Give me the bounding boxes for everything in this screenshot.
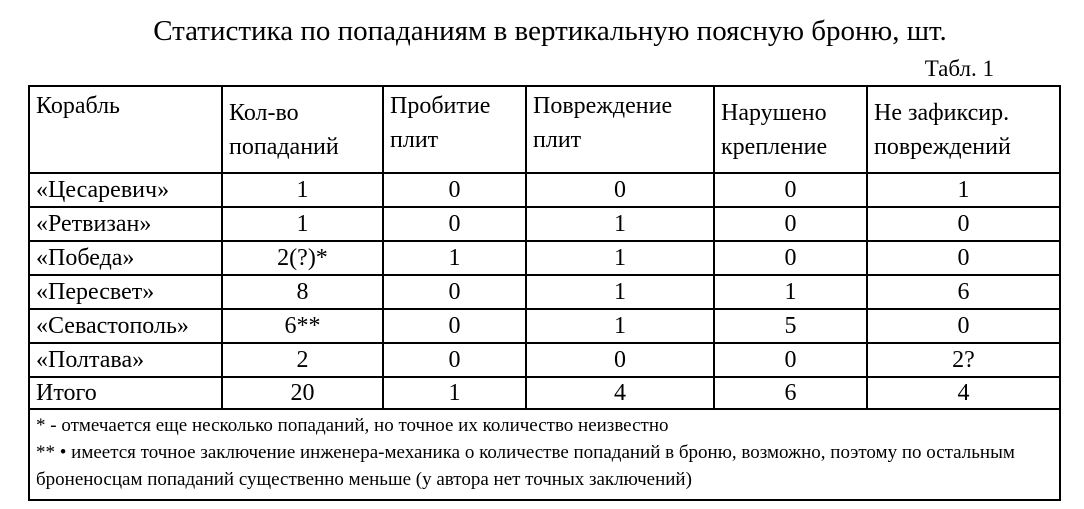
no-damage-cell: 0: [867, 207, 1060, 241]
no-damage-cell: 1: [867, 173, 1060, 207]
header-plate-damage-line1: Повреждение: [533, 93, 673, 119]
no-damage-cell: 2?: [867, 343, 1060, 377]
damage-cell: 1: [526, 241, 714, 275]
table-row: [29, 207, 1060, 241]
header-ship-label: Корабль: [36, 93, 120, 119]
header-ship: [29, 86, 222, 173]
header-plate-penetration-line1: Пробитие: [390, 93, 491, 119]
ship-name: «Ретвизан»: [29, 207, 222, 241]
penetration-cell: 0: [383, 207, 526, 241]
total-label: Итого: [29, 377, 222, 409]
ship-name: «Пересвет»: [29, 275, 222, 309]
hits-table: [28, 85, 1061, 501]
table-total-row: [29, 377, 1060, 409]
header-no-damage-line1: Не зафиксир.: [874, 100, 1010, 126]
page-title: Статистика по попаданиям в вертикальную поясную броню, шт.: [153, 15, 947, 47]
total-hits-cell: 20: [222, 377, 383, 409]
header-no-damage: [867, 86, 1060, 173]
header-plate-damage-line2: плит: [533, 127, 582, 153]
ship-name: «Полтава»: [29, 343, 222, 377]
hits-count-cell: 8: [222, 275, 383, 309]
table-notes-row: [29, 409, 1060, 500]
penetration-cell: 0: [383, 343, 526, 377]
table-row: [29, 309, 1060, 343]
table-row: [29, 275, 1060, 309]
total-damage-cell: 4: [526, 377, 714, 409]
damage-cell: 0: [526, 343, 714, 377]
header-plate-penetration: [383, 86, 526, 173]
header-no-damage-line2: повреждений: [874, 134, 1011, 160]
damage-cell: 1: [526, 207, 714, 241]
ship-name: «Севастополь»: [29, 309, 222, 343]
penetration-cell: 0: [383, 275, 526, 309]
penetration-cell: 0: [383, 309, 526, 343]
ship-name: «Победа»: [29, 241, 222, 275]
no-damage-cell: 0: [867, 309, 1060, 343]
header-hits-count-line1: Кол-во: [229, 100, 299, 126]
mount-cell: 0: [714, 241, 867, 275]
penetration-cell: 0: [383, 173, 526, 207]
footnote-1: * - отмечается еще несколько попаданий, но точное их количество неизвестно: [36, 415, 669, 436]
header-plate-penetration-line2: плит: [390, 127, 439, 153]
damage-cell: 1: [526, 275, 714, 309]
mount-cell: 0: [714, 343, 867, 377]
table-row: [29, 343, 1060, 377]
header-mount-broken: [714, 86, 867, 173]
hits-count-cell: 2: [222, 343, 383, 377]
hits-count-cell: 2(?)*: [222, 241, 383, 275]
damage-cell: 0: [526, 173, 714, 207]
header-mount-broken-line1: Нарушено: [721, 100, 827, 126]
header-hits-count: [222, 86, 383, 173]
no-damage-cell: 6: [867, 275, 1060, 309]
mount-cell: 0: [714, 173, 867, 207]
footnote-2: ** • имеется точное заключение инженера-механика о количестве попаданий в броню, возможно, поэтому по остальным броненосцам попаданий существенно меньше (у автора нет точных заключений): [36, 442, 1015, 490]
table-number: Табл. 1: [924, 56, 994, 81]
hits-count-cell: 1: [222, 207, 383, 241]
ship-name: «Цесаревич»: [29, 173, 222, 207]
hits-count-cell: 1: [222, 173, 383, 207]
penetration-cell: 1: [383, 241, 526, 275]
no-damage-cell: 0: [867, 241, 1060, 275]
total-no-damage-cell: 4: [867, 377, 1060, 409]
mount-cell: 5: [714, 309, 867, 343]
total-penetration-cell: 1: [383, 377, 526, 409]
mount-cell: 0: [714, 207, 867, 241]
table-header-row: [29, 86, 1060, 173]
table-row: [29, 173, 1060, 207]
header-hits-count-line2: попаданий: [229, 134, 339, 160]
header-plate-damage: [526, 86, 714, 173]
hits-count-cell: 6**: [222, 309, 383, 343]
header-mount-broken-line2: крепление: [721, 134, 828, 160]
table-row: [29, 241, 1060, 275]
total-mount-cell: 6: [714, 377, 867, 409]
table-footnotes: [29, 409, 1060, 500]
mount-cell: 1: [714, 275, 867, 309]
damage-cell: 1: [526, 309, 714, 343]
